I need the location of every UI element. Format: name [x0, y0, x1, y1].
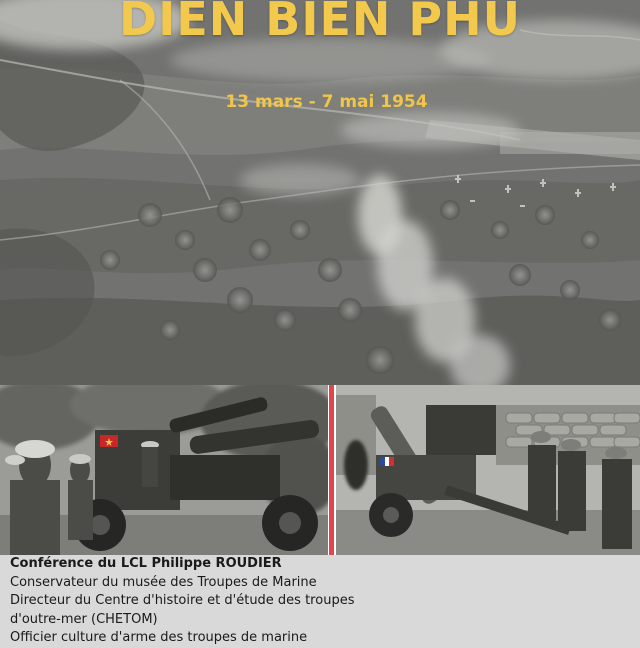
caption-line: Officier culture d'arme des troupes de marine — [10, 630, 308, 645]
howitzer-crew-illustration — [0, 385, 328, 555]
caption-line: Directeur du Centre d'histoire et d'étude des troupes — [10, 593, 355, 608]
conference-caption — [10, 555, 630, 648]
poster-dates: 13 mars - 7 mai 1954 — [225, 92, 428, 112]
howitzer-crew-photo — [0, 385, 328, 555]
poster-title: DIEN BIEN PHU — [119, 0, 521, 46]
speaker-line: Conférence du LCL Philippe ROUDIER — [10, 556, 282, 571]
red-divider — [329, 385, 334, 555]
artillery-battery-photo — [336, 385, 640, 555]
caption-line: d'outre-mer (CHETOM) — [10, 611, 158, 627]
artillery-battery-illustration — [336, 385, 640, 555]
photo-strip — [0, 385, 640, 555]
caption-line: Conservateur du musée des Troupes de Marine — [10, 574, 317, 590]
